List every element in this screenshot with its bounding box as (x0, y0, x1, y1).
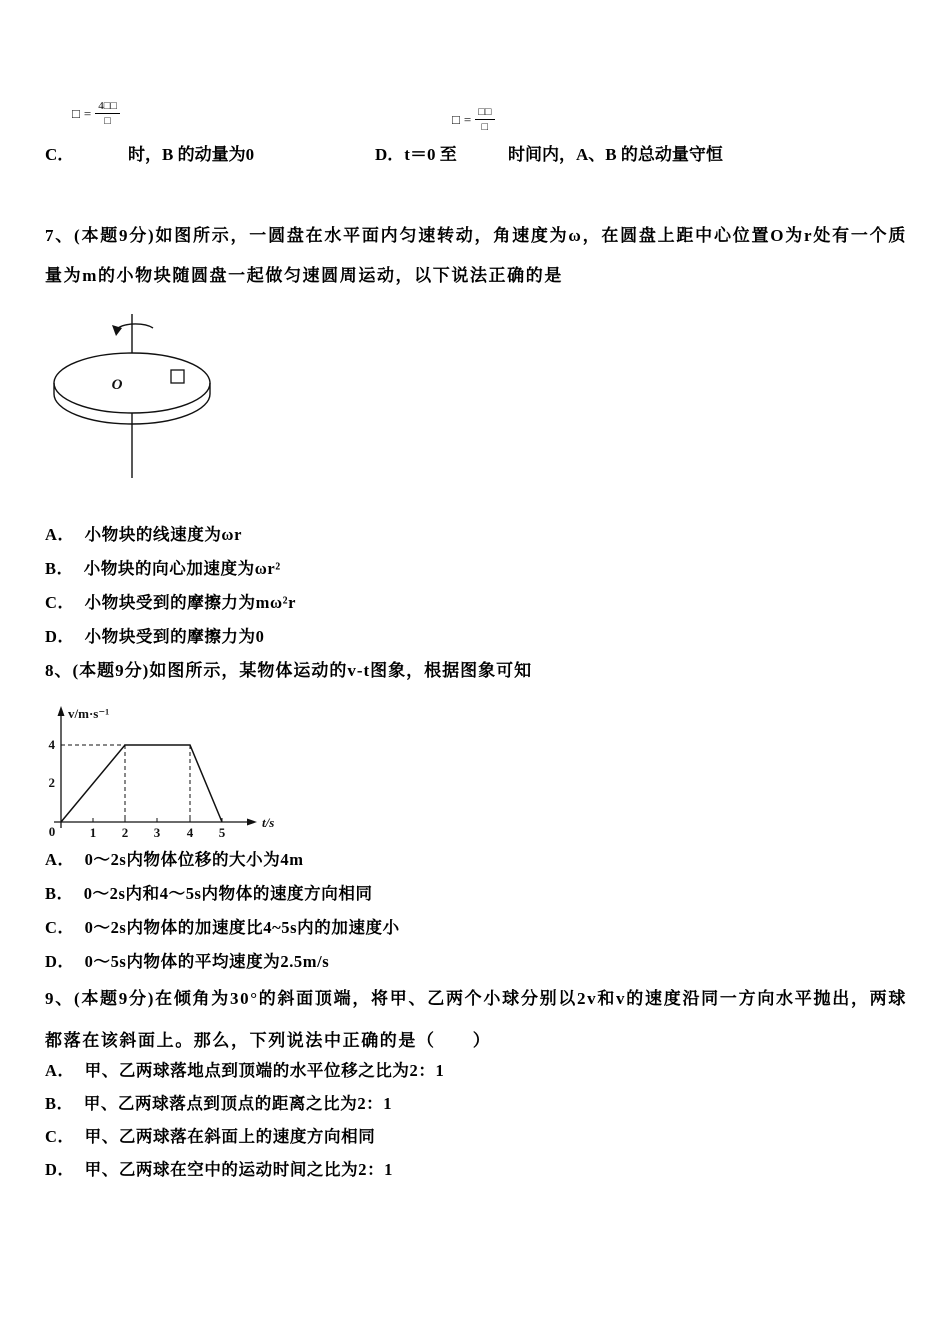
q9-option-c: C． 甲、乙两球落在斜面上的速度方向相同 (45, 1127, 376, 1146)
equation-lhs: □ (452, 111, 460, 127)
q8-option-d: D． 0～5s内物体的平均速度为2.5m/s (45, 952, 330, 971)
ytick-4: 4 (48, 737, 55, 752)
velocity-line (61, 745, 222, 822)
q9-option-d: D． 甲、乙两球在空中的运动时间之比为2：1 (45, 1160, 394, 1179)
ytick-2: 2 (48, 775, 55, 790)
vt-graph (42, 698, 312, 848)
question-9-options (45, 1054, 444, 1186)
q8-option-c: C． 0～2s内物体的加速度比4~5s内的加速度小 (45, 918, 400, 937)
fraction-denominator: □ (481, 120, 489, 133)
q7-option-c: C． 小物块受到的摩擦力为mω²r (45, 593, 297, 612)
q8-option-b: B． 0～2s内和4～5s内物体的速度方向相同 (45, 884, 373, 903)
q7-option-b: B． 小物块的向心加速度为ωr² (45, 559, 281, 578)
xtick-5: 5 (218, 825, 226, 840)
question-7-stem: 7、(本题9分)如图所示，一圆盘在水平面内匀速转动，角速度为ω，在圆盘上距中心位置O为r处有一个质量为m的小物块随圆盘一起做匀速圆周运动，以下说法正确的是 (45, 226, 907, 285)
equation-fraction-d (452, 106, 495, 133)
fraction-numerator: 4□□ (95, 100, 120, 114)
fraction-numerator: □□ (475, 106, 494, 120)
xtick-3: 3 (153, 825, 161, 840)
fraction (95, 100, 120, 127)
q6-option-c-label: C． (45, 145, 75, 164)
q6-option-c-text: 时，B 的动量为0 (128, 145, 255, 164)
block-square (171, 370, 184, 383)
xtick-4: 4 (186, 825, 194, 840)
question-8-stem: 8、(本题9分)如图所示，某物体运动的v-t图象，根据图象可知 (45, 661, 533, 680)
q9-option-b: B． 甲、乙两球落点到顶点的距离之比为2：1 (45, 1094, 393, 1113)
question-9-stem: 9、(本题9分)在倾角为30°的斜面顶端，将甲、乙两个小球分别以2v和v的速度沿同一方向水平抛出，两球都落在该斜面上。那么，下列说法中正确的是（ ） (45, 989, 907, 1050)
question-8-options (45, 843, 400, 979)
q8-option-a: A． 0～2s内物体位移的大小为4m (45, 850, 304, 869)
equation-fraction-c (72, 100, 120, 127)
disk-figure (20, 308, 250, 493)
y-axis (49, 706, 110, 828)
equation-lhs: □ (72, 105, 80, 121)
q6-option-d-label: D．t＝0 至 (375, 145, 457, 164)
q7-option-d: D． 小物块受到的摩擦力为0 (45, 627, 265, 646)
xtick-2: 2 (121, 825, 129, 840)
question-7-options (45, 518, 296, 654)
disk-center-label: O (111, 377, 123, 393)
equation-equals: = (463, 111, 472, 127)
xtick-1: 1 (89, 825, 97, 840)
fraction (475, 106, 494, 133)
equation-equals: = (83, 105, 92, 121)
y-axis-label: v/m·s⁻¹ (68, 706, 110, 721)
dashed-guides (61, 745, 190, 822)
x-axis-label: t/s (262, 815, 275, 830)
q6-option-d-text: 时间内，A、B 的总动量守恒 (508, 145, 723, 164)
fraction-denominator: □ (104, 114, 111, 127)
disk-ellipse (54, 353, 210, 424)
origin-label: 0 (48, 824, 56, 839)
q9-option-a: A． 甲、乙两球落地点到顶端的水平位移之比为2：1 (45, 1061, 445, 1080)
q7-option-a: A． 小物块的线速度为ωr (45, 525, 243, 544)
x-axis (49, 815, 275, 840)
